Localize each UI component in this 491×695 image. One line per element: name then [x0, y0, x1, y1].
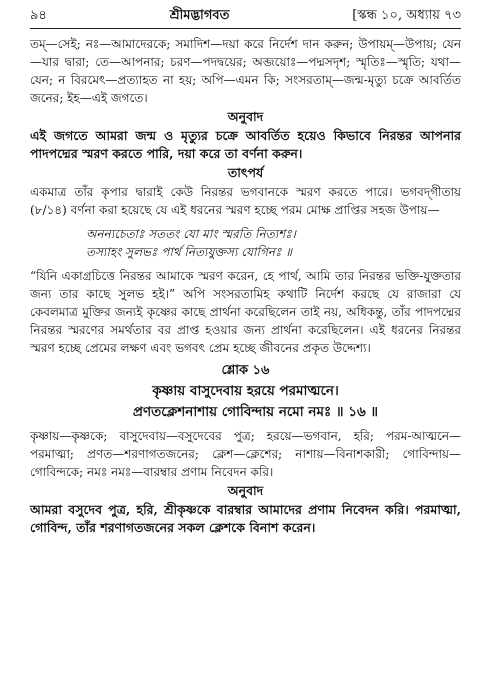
translation-text: আমরা বসুদেব পুত্র, হরি, শ্রীকৃষ্ণকে বারম্বার আমাদের প্রণাম নিবেদন করি। পরমাত্মা, গোবিন্দ, তাঁর শরণাগতজনের সকল ক্লেশকে বিনাশ করেন। — [30, 502, 461, 535]
purport-paragraph: “যিনি একাগ্রচিত্তে নিরন্তর আমাকে স্মরণ করেন, হে পার্থ, আমি তার নিরন্তর ভক্তি-যুক্ততার জন্য তার কাছে সুলভ হই।” অপি সংসরতামিহ কথাটি নির্দেশ করছে যে রাজারা যে কেবলমাত্র মুক্তির জন্যই কৃষ্ণের কাছে প্রার্থনা করেছিলেন তাই নয়, অধিকন্তু, তাঁর পাদপদ্মের নিরন্তর স্মরণের সমর্থতার বর প্রাপ্ত হওয়ার জন্য প্রার্থনা করেছিলেন। এই ধরনের নিরন্তর স্মরণ হচ্ছে প্রেমের লক্ষণ এবং ভগবৎ প্রেম হচ্ছে জীবনের প্রকৃত উদ্দেশ্য। — [30, 269, 461, 355]
quoted-verse — [86, 225, 461, 261]
translation-text: এই জগতে আমরা জন্ম ও মৃত্যুর চক্রে আবর্তিত হয়েও কিভাবে নিরন্তর আপনার পাদপদ্মের স্মরণ করতে পারি, দয়া করে তা বর্ণনা করুন। — [30, 128, 461, 161]
chapter-reference: [স্কন্ধ ১০, অধ্যায় ৭৩ — [352, 8, 461, 23]
verse-line: তস্যাহং সুলভঃ পার্থ নিত্যযুক্তস্য যোগিনঃ ॥ — [86, 245, 293, 259]
shloka-title: শ্লোক ১৬ — [221, 363, 270, 378]
book-title: শ্রীমদ্ভাগবত — [169, 8, 230, 23]
purport-heading: তাৎপর্য — [227, 165, 264, 180]
word-meaning-gloss: তম্—সেই; নঃ—আমাদেরকে; সমাদিশ—দয়া করে নির্দেশ দান করুন; উপায়ম্—উপায়; যেন—যার দ্বারা; তে—আপনার; চরণ—পদদ্বয়ের; অব্জয়োঃ—পদ্মসদৃশ; স্মৃতিঃ—স্মৃতি; যথা—যেন; ন বিরমেৎ—প্রত্যাহত না হয়; অপি—এমন কি; সংসরতাম্—জন্ম-মৃত্যু চক্রে আবর্তিত জনের; ইহ—এই জগতে। — [30, 37, 461, 105]
header-rule — [30, 28, 461, 29]
page-number: ৯৪ — [30, 8, 47, 23]
shloka-line: প্রণতক্লেশনাশায় গোবিন্দায় নমো নমঃ ॥ ১৬ ॥ — [132, 404, 379, 420]
running-header — [30, 6, 461, 28]
shloka-verse — [30, 381, 461, 423]
purport-paragraph: একমাত্র তাঁর কৃপার দ্বারাই কেউ নিরন্তর ভগবানকে স্মরণ করতে পারে। ভগবদ্‌গীতায় (৮/১৪) বর্ণনা করা হয়েছে যে এই ধরনের স্মরণ হচ্ছে পরম মোক্ষ প্রাপ্তির সহজ উপায়— — [30, 185, 461, 217]
word-meaning-gloss: কৃষ্ণায়—কৃষ্ণকে; বাসুদেবায়—বসুদেবের পুত্র; হরয়ে—ভগবান, হরি; পরম-আত্মনে—পরমাত্মা; প্রণত—শরণাগতজনের; ক্লেশ—ক্লেশের; নাশায়—বিনাশকারী; গোবিন্দায়—গোবিন্দকে; নমঃ নমঃ—বারম্বার প্রণাম নিবেদন করি। — [30, 429, 461, 479]
shloka-line: কৃষ্ণায় বাসুদেবায় হরয়ে পরমাত্মনে। — [152, 383, 339, 399]
translation-heading: অনুবাদ — [227, 483, 264, 498]
verse-line: অনন্যচেতাঃ সততং যো মাং স্মরতি নিত্যশঃ। — [86, 227, 296, 241]
translation-heading: অনুবাদ — [227, 109, 264, 124]
